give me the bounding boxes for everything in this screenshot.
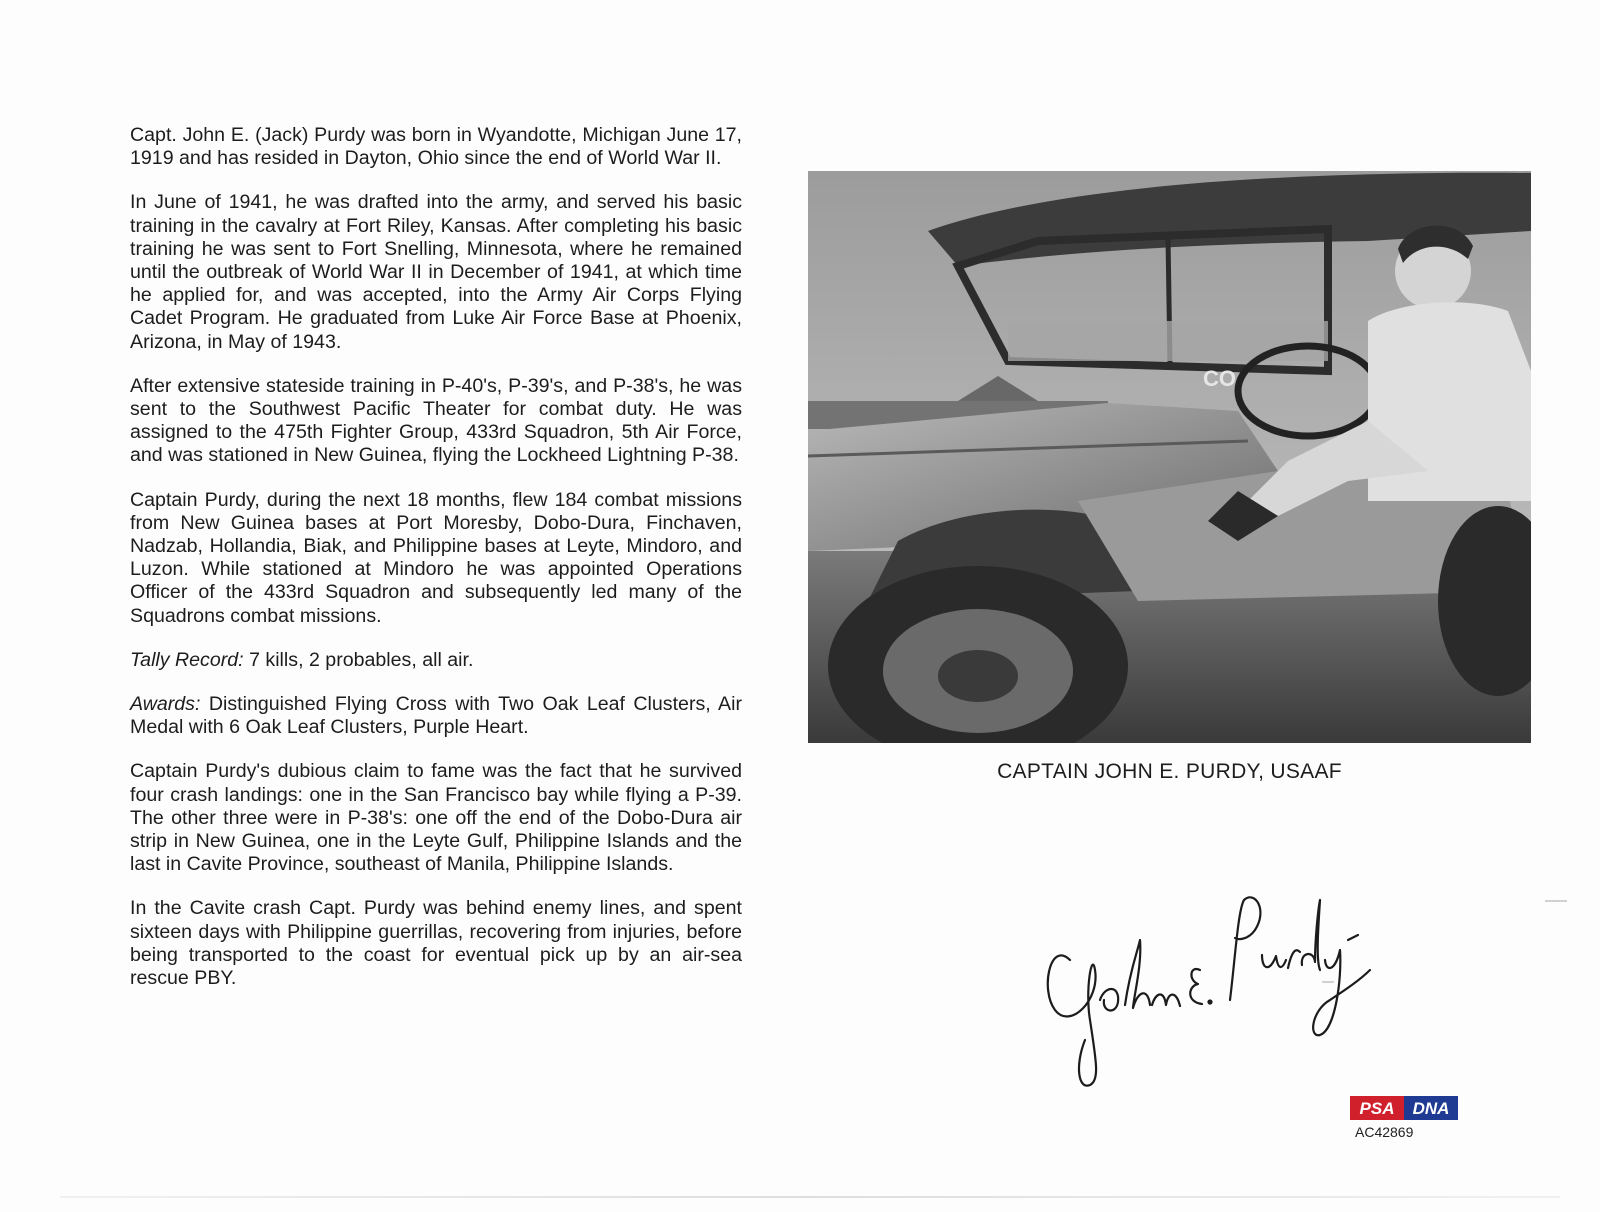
bio-paragraph-birth: Capt. John E. (Jack) Purdy was born in Wyandotte, Michigan June 17, 1919 and has resided in Dayton, Ohio since the end of World War II. — [130, 124, 742, 170]
bio-paragraph-tally — [130, 649, 742, 672]
page-edge — [60, 1196, 1560, 1198]
photo-caption: CAPTAIN JOHN E. PURDY, USAAF — [997, 760, 1342, 783]
jeep-photo-illustration — [808, 171, 1531, 743]
tally-label: Tally Record: — [130, 648, 244, 671]
bio-paragraph-awards — [130, 693, 742, 739]
tally-value: 7 kills, 2 probables, all air. — [243, 648, 474, 671]
biography-text — [130, 124, 742, 1011]
signature — [1030, 880, 1400, 1095]
bio-paragraph-training: After extensive stateside training in P-40's, P-39's, and P-38's, he was sent to the Southwest Pacific Theater for combat duty. He was assigned to the 475th Fighter Group, 433rd Squadron, 5th Air Force, and was stationed in New Guinea, flying the Lockheed Lightning P-38. — [130, 374, 742, 467]
margin-mark — [1545, 900, 1567, 902]
bio-paragraph-crashes: Captain Purdy's dubious claim to fame was the fact that he survived four crash landings: one in the San Francisco bay while flying a P-39. The other three were in P-38's: one off the end of the Dobo-Dura air strip in New Guinea, one in the Leyte Gulf, Philippine Islands and the last in Cavite Province, southeast of Manila, Philippine Islands. — [130, 760, 742, 876]
bio-paragraph-draft: In June of 1941, he was drafted into the army, and served his basic training in the cavalry at Fort Riley, Kansas. After completing his basic training he was sent to Fort Snelling, Minnesota, where he remained until the outbreak of World War II in December of 1941, at which time he applied for, and was accepted, into the Army Air Corps Flying Cadet Program. He graduated from Luke Air Force Base at Phoenix, Arizona, in May of 1943. — [130, 191, 742, 353]
certification-number: AC42869 — [1355, 1124, 1414, 1140]
awards-label: Awards: — [130, 693, 201, 716]
jeep-marking: CO — [1203, 366, 1236, 391]
psa-dna-logo — [1350, 1096, 1458, 1120]
svg-text:DNA: DNA — [1412, 1099, 1450, 1118]
margin-mark — [1322, 981, 1334, 983]
awards-value: Distinguished Flying Cross with Two Oak Leaf Clusters, Air Medal with 6 Oak Leaf Clusters, Purple Heart. — [130, 693, 742, 739]
bio-paragraph-missions: Captain Purdy, during the next 18 months, flew 184 combat missions from New Guinea bases at Port Moresby, Dobo-Dura, Finchaven, Nadzab, Hollandia, Biak, and Philippine bases at Leyte, Mindoro, and Luzon. While stationed at Mindoro he was appointed Operations Officer of the 433rd Squadron and subsequently led many of the Squadrons combat missions. — [130, 488, 742, 627]
bio-paragraph-cavite: In the Cavite crash Capt. Purdy was behind enemy lines, and spent sixteen days with Philippine guerrillas, recovering from injuries, before being transported to the coast for eventual pick up by an air-sea rescue PBY. — [130, 897, 742, 990]
jeep-photo — [808, 171, 1531, 743]
svg-text:PSA: PSA — [1359, 1099, 1395, 1118]
